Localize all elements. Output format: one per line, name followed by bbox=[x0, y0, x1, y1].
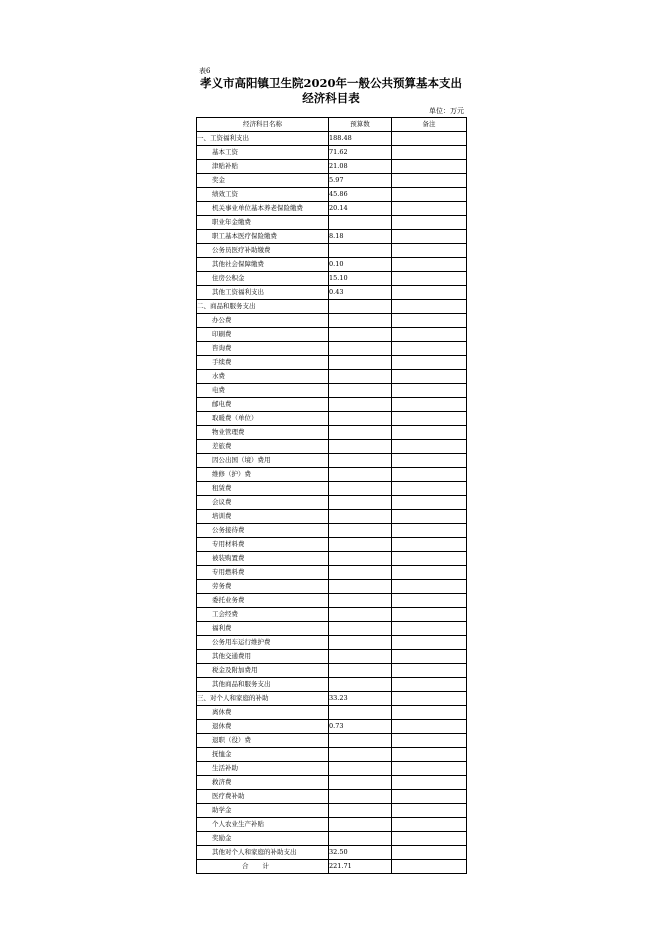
row-remark bbox=[392, 636, 467, 650]
row-name: 退休费 bbox=[197, 720, 329, 734]
table-row bbox=[197, 776, 467, 790]
table-row bbox=[197, 412, 467, 426]
total-label bbox=[197, 860, 329, 874]
total-label-text: 合计 bbox=[242, 862, 283, 870]
row-name: 其他对个人和家庭的补助支出 bbox=[197, 846, 329, 860]
header-budget: 预算数 bbox=[329, 118, 392, 132]
table-row bbox=[197, 566, 467, 580]
row-name: 手续费 bbox=[197, 356, 329, 370]
row-budget bbox=[329, 594, 392, 608]
row-budget bbox=[329, 776, 392, 790]
sheet-label: 表6 bbox=[199, 67, 211, 75]
total-row bbox=[197, 860, 467, 874]
table-row bbox=[197, 524, 467, 538]
row-remark bbox=[392, 650, 467, 664]
table-row bbox=[197, 706, 467, 720]
row-budget bbox=[329, 552, 392, 566]
table-row bbox=[197, 356, 467, 370]
row-remark bbox=[392, 300, 467, 314]
row-budget bbox=[329, 412, 392, 426]
table-row bbox=[197, 342, 467, 356]
table-row bbox=[197, 734, 467, 748]
table-row bbox=[197, 832, 467, 846]
row-name: 三、对个人和家庭的补助 bbox=[197, 692, 329, 706]
row-budget bbox=[329, 468, 392, 482]
row-budget: 71.62 bbox=[329, 146, 392, 160]
row-name: 离休费 bbox=[197, 706, 329, 720]
row-budget bbox=[329, 454, 392, 468]
row-budget bbox=[329, 790, 392, 804]
row-remark bbox=[392, 342, 467, 356]
row-name: 物业管理费 bbox=[197, 426, 329, 440]
row-remark bbox=[392, 776, 467, 790]
row-name: 水费 bbox=[197, 370, 329, 384]
row-budget bbox=[329, 510, 392, 524]
row-remark bbox=[392, 566, 467, 580]
table-row bbox=[197, 748, 467, 762]
total-value: 221.71 bbox=[329, 860, 392, 874]
row-remark bbox=[392, 370, 467, 384]
row-remark bbox=[392, 328, 467, 342]
row-budget bbox=[329, 636, 392, 650]
row-budget bbox=[329, 706, 392, 720]
table-row bbox=[197, 664, 467, 678]
row-remark bbox=[392, 356, 467, 370]
row-remark bbox=[392, 146, 467, 160]
row-name: 其他工资福利支出 bbox=[197, 286, 329, 300]
row-budget bbox=[329, 482, 392, 496]
row-name: 差旅费 bbox=[197, 440, 329, 454]
row-budget: 32.50 bbox=[329, 846, 392, 860]
row-remark bbox=[392, 314, 467, 328]
row-remark bbox=[392, 230, 467, 244]
row-remark bbox=[392, 202, 467, 216]
row-budget bbox=[329, 496, 392, 510]
row-budget: 15.10 bbox=[329, 272, 392, 286]
table-row bbox=[197, 818, 467, 832]
table-row bbox=[197, 174, 467, 188]
row-name: 工会经费 bbox=[197, 608, 329, 622]
table-row bbox=[197, 202, 467, 216]
row-budget bbox=[329, 580, 392, 594]
row-name: 委托业务费 bbox=[197, 594, 329, 608]
row-budget bbox=[329, 608, 392, 622]
table-header bbox=[197, 118, 467, 132]
row-name: 基本工资 bbox=[197, 146, 329, 160]
row-remark bbox=[392, 244, 467, 258]
row-name: 奖金 bbox=[197, 174, 329, 188]
row-budget bbox=[329, 804, 392, 818]
row-name: 劳务费 bbox=[197, 580, 329, 594]
row-budget bbox=[329, 734, 392, 748]
table-body bbox=[197, 132, 467, 860]
table-row bbox=[197, 482, 467, 496]
table-row bbox=[197, 440, 467, 454]
row-remark bbox=[392, 272, 467, 286]
row-remark bbox=[392, 188, 467, 202]
row-name: 其他交通费用 bbox=[197, 650, 329, 664]
row-remark bbox=[392, 790, 467, 804]
table-row bbox=[197, 720, 467, 734]
row-name: 奖励金 bbox=[197, 832, 329, 846]
table-row bbox=[197, 538, 467, 552]
row-budget bbox=[329, 426, 392, 440]
table-row bbox=[197, 622, 467, 636]
table-row bbox=[197, 188, 467, 202]
row-budget bbox=[329, 524, 392, 538]
table-row bbox=[197, 762, 467, 776]
row-name: 租赁费 bbox=[197, 482, 329, 496]
table-row bbox=[197, 328, 467, 342]
row-budget bbox=[329, 622, 392, 636]
row-remark bbox=[392, 804, 467, 818]
row-budget: 0.73 bbox=[329, 720, 392, 734]
row-budget bbox=[329, 664, 392, 678]
row-budget: 21.08 bbox=[329, 160, 392, 174]
row-budget bbox=[329, 832, 392, 846]
table-row bbox=[197, 804, 467, 818]
row-budget bbox=[329, 748, 392, 762]
row-name: 税金及附加费用 bbox=[197, 664, 329, 678]
row-remark bbox=[392, 412, 467, 426]
row-name: 住房公积金 bbox=[197, 272, 329, 286]
table-row bbox=[197, 314, 467, 328]
row-name: 其他社会保障缴费 bbox=[197, 258, 329, 272]
row-budget bbox=[329, 678, 392, 692]
row-remark bbox=[392, 398, 467, 412]
row-remark bbox=[392, 846, 467, 860]
row-budget: 8.18 bbox=[329, 230, 392, 244]
row-budget bbox=[329, 566, 392, 580]
row-remark bbox=[392, 482, 467, 496]
table-row bbox=[197, 678, 467, 692]
row-name: 公务接待费 bbox=[197, 524, 329, 538]
table-row bbox=[197, 286, 467, 300]
table-row bbox=[197, 790, 467, 804]
row-budget: 0.10 bbox=[329, 258, 392, 272]
row-budget: 5.97 bbox=[329, 174, 392, 188]
row-remark bbox=[392, 706, 467, 720]
row-remark bbox=[392, 426, 467, 440]
row-name: 培训费 bbox=[197, 510, 329, 524]
row-name: 绩效工资 bbox=[197, 188, 329, 202]
table-row bbox=[197, 244, 467, 258]
row-name: 职工基本医疗保险缴费 bbox=[197, 230, 329, 244]
row-remark bbox=[392, 594, 467, 608]
row-budget bbox=[329, 650, 392, 664]
table-row bbox=[197, 132, 467, 146]
row-remark bbox=[392, 216, 467, 230]
row-name: 取暖费（单位） bbox=[197, 412, 329, 426]
row-remark bbox=[392, 622, 467, 636]
row-remark bbox=[392, 818, 467, 832]
table-row bbox=[197, 370, 467, 384]
total-remark bbox=[392, 860, 467, 874]
table-row bbox=[197, 636, 467, 650]
row-name: 因公出国（境）费用 bbox=[197, 454, 329, 468]
table-row bbox=[197, 216, 467, 230]
row-remark bbox=[392, 734, 467, 748]
row-name: 公务员医疗补助缴费 bbox=[197, 244, 329, 258]
row-name: 医疗费补助 bbox=[197, 790, 329, 804]
table-row bbox=[197, 650, 467, 664]
row-remark bbox=[392, 580, 467, 594]
table-row bbox=[197, 692, 467, 706]
row-remark bbox=[392, 678, 467, 692]
budget-table bbox=[196, 117, 467, 874]
table-row bbox=[197, 160, 467, 174]
row-budget bbox=[329, 538, 392, 552]
row-name: 办公费 bbox=[197, 314, 329, 328]
row-name: 退职（役）费 bbox=[197, 734, 329, 748]
row-budget: 188.48 bbox=[329, 132, 392, 146]
row-remark bbox=[392, 510, 467, 524]
row-budget bbox=[329, 440, 392, 454]
row-name: 咨询费 bbox=[197, 342, 329, 356]
row-budget: 33.23 bbox=[329, 692, 392, 706]
row-remark bbox=[392, 286, 467, 300]
row-name: 津贴补贴 bbox=[197, 160, 329, 174]
row-remark bbox=[392, 664, 467, 678]
row-name: 印刷费 bbox=[197, 328, 329, 342]
row-budget bbox=[329, 762, 392, 776]
row-budget: 20.14 bbox=[329, 202, 392, 216]
row-remark bbox=[392, 524, 467, 538]
row-name: 公务用车运行维护费 bbox=[197, 636, 329, 650]
row-name: 维修（护）费 bbox=[197, 468, 329, 482]
row-remark bbox=[392, 538, 467, 552]
row-remark bbox=[392, 454, 467, 468]
row-budget bbox=[329, 818, 392, 832]
row-name: 个人农业生产补贴 bbox=[197, 818, 329, 832]
row-budget bbox=[329, 398, 392, 412]
row-remark bbox=[392, 552, 467, 566]
row-remark bbox=[392, 258, 467, 272]
row-name: 助学金 bbox=[197, 804, 329, 818]
row-remark bbox=[392, 174, 467, 188]
table-footer bbox=[197, 860, 467, 874]
row-name: 电费 bbox=[197, 384, 329, 398]
row-budget bbox=[329, 384, 392, 398]
table-row bbox=[197, 300, 467, 314]
unit-label: 单位：万元 bbox=[429, 107, 464, 115]
row-budget bbox=[329, 370, 392, 384]
row-name: 被装购置费 bbox=[197, 552, 329, 566]
row-budget bbox=[329, 244, 392, 258]
row-remark bbox=[392, 720, 467, 734]
header-name: 经济科目名称 bbox=[197, 118, 329, 132]
row-budget bbox=[329, 216, 392, 230]
row-remark bbox=[392, 608, 467, 622]
row-name: 一、工资福利支出 bbox=[197, 132, 329, 146]
row-name: 福利费 bbox=[197, 622, 329, 636]
table-row bbox=[197, 496, 467, 510]
row-remark bbox=[392, 132, 467, 146]
table-row bbox=[197, 454, 467, 468]
row-name: 其他商品和服务支出 bbox=[197, 678, 329, 692]
table-row bbox=[197, 258, 467, 272]
row-name: 二、商品和服务支出 bbox=[197, 300, 329, 314]
row-remark bbox=[392, 832, 467, 846]
row-name: 邮电费 bbox=[197, 398, 329, 412]
row-remark bbox=[392, 384, 467, 398]
row-name: 救济费 bbox=[197, 776, 329, 790]
table-row bbox=[197, 608, 467, 622]
row-name: 抚恤金 bbox=[197, 748, 329, 762]
row-name: 专用材料费 bbox=[197, 538, 329, 552]
page-title: 孝义市高阳镇卫生院2020年一般公共预算基本支出经济科目表 bbox=[199, 76, 462, 105]
row-remark bbox=[392, 440, 467, 454]
table-row bbox=[197, 594, 467, 608]
table-row bbox=[197, 580, 467, 594]
row-remark bbox=[392, 692, 467, 706]
table-row bbox=[197, 272, 467, 286]
header-remark: 备注 bbox=[392, 118, 467, 132]
header-row bbox=[197, 118, 467, 132]
row-name: 生活补助 bbox=[197, 762, 329, 776]
row-remark bbox=[392, 160, 467, 174]
row-name: 专用燃料费 bbox=[197, 566, 329, 580]
table-row bbox=[197, 230, 467, 244]
table-row bbox=[197, 398, 467, 412]
row-name: 职业年金缴费 bbox=[197, 216, 329, 230]
row-name: 会议费 bbox=[197, 496, 329, 510]
row-budget bbox=[329, 356, 392, 370]
row-budget bbox=[329, 342, 392, 356]
row-remark bbox=[392, 762, 467, 776]
row-remark bbox=[392, 468, 467, 482]
row-name: 机关事业单位基本养老保险缴费 bbox=[197, 202, 329, 216]
row-budget: 45.86 bbox=[329, 188, 392, 202]
table-row bbox=[197, 552, 467, 566]
row-budget bbox=[329, 328, 392, 342]
row-remark bbox=[392, 748, 467, 762]
row-budget: 0.43 bbox=[329, 286, 392, 300]
row-budget bbox=[329, 300, 392, 314]
row-remark bbox=[392, 496, 467, 510]
table-row bbox=[197, 846, 467, 860]
table-row bbox=[197, 510, 467, 524]
table-row bbox=[197, 468, 467, 482]
table-row bbox=[197, 146, 467, 160]
table-row bbox=[197, 426, 467, 440]
table-row bbox=[197, 384, 467, 398]
row-budget bbox=[329, 314, 392, 328]
